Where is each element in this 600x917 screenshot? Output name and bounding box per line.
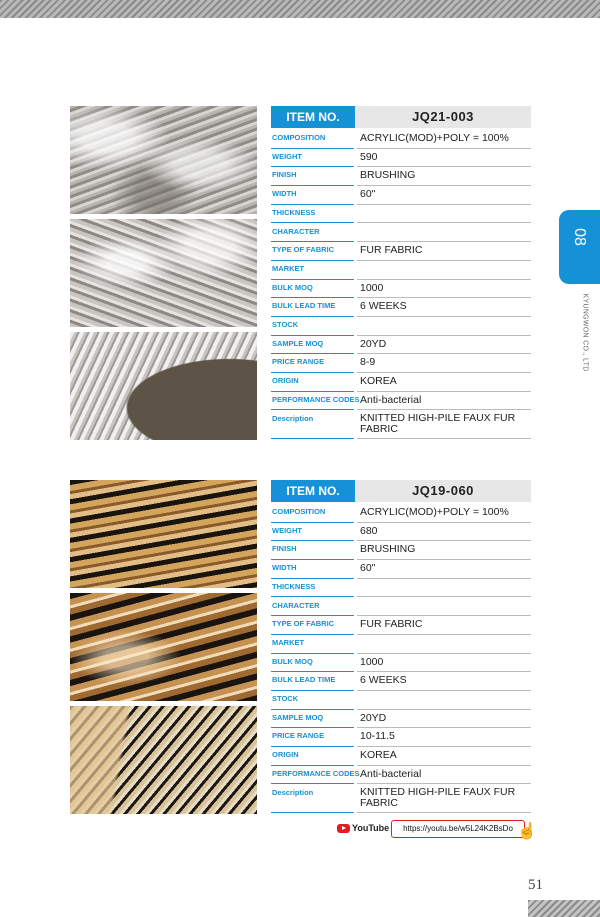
spec-label: COMPOSITION	[272, 507, 326, 516]
chapter-number: 08	[571, 228, 588, 246]
spec-row	[271, 766, 531, 785]
hand-cursor-icon: ☝	[517, 823, 537, 840]
spec-label: MARKET	[272, 637, 305, 647]
spec-value: FUR FABRIC	[360, 244, 423, 257]
youtube-link[interactable]: https://youtu.be/w5L24K2BsDo	[391, 820, 525, 838]
spec-label: BULK MOQ	[272, 282, 313, 292]
spec-label: SAMPLE MOQ	[272, 712, 324, 722]
spec-label: ORIGIN	[272, 376, 299, 386]
spec-row	[271, 242, 531, 261]
youtube-brand: YouTube	[352, 823, 390, 833]
spec-label: PERFORMANCE CODES	[272, 394, 360, 404]
spec-label: TYPE OF FABRIC	[272, 619, 335, 629]
item-no-value: JQ19-060	[355, 480, 531, 502]
spec-label: THICKNESS	[272, 581, 316, 591]
spec-value: 60''	[360, 562, 376, 575]
spec-row	[271, 710, 531, 729]
spec-label: SAMPLE MOQ	[272, 338, 324, 348]
spec-row	[271, 504, 531, 523]
spec-value: Anti-bacterial	[360, 767, 422, 780]
spec-value: KNITTED HIGH-PILE FAUX FUR FABRIC	[360, 785, 516, 809]
spec-row	[271, 672, 531, 691]
spec-row	[271, 654, 531, 673]
company-name: KYUNGWON CO., LTD	[581, 293, 589, 372]
item-no-value: JQ21-003	[355, 106, 531, 128]
spec-row	[271, 560, 531, 579]
spec-label: WEIGHT	[272, 151, 302, 161]
spec-row	[271, 354, 531, 373]
spec-label: WIDTH	[272, 189, 297, 199]
spec-row	[271, 579, 531, 598]
spec-value: 60''	[360, 188, 376, 201]
spec-row	[271, 205, 531, 224]
spec-value: BRUSHING	[360, 169, 416, 182]
spec-row	[271, 336, 531, 355]
spec-label: THICKNESS	[272, 207, 316, 217]
spec-row	[271, 411, 531, 439]
spec-label: PERFORMANCE CODES	[272, 768, 360, 778]
spec-value: BRUSHING	[360, 543, 416, 556]
value-underline	[357, 812, 531, 813]
spec-value: KOREA	[360, 749, 397, 762]
spec-label: FINISH	[272, 544, 297, 554]
page-number: 51	[528, 877, 543, 893]
product-photo	[70, 480, 257, 588]
spec-value: KOREA	[360, 375, 397, 388]
value-underline	[357, 438, 531, 439]
youtube-logo	[337, 823, 389, 833]
spec-label: WEIGHT	[272, 525, 302, 535]
product-photo	[70, 106, 257, 214]
spec-label: Description	[272, 787, 314, 797]
spec-value: ACRYLIC(MOD)+POLY = 100%	[360, 132, 509, 144]
spec-row	[271, 392, 531, 411]
item-no-label: ITEM NO.	[271, 106, 355, 128]
spec-value: Anti-bacterial	[360, 393, 422, 406]
spec-label: BULK LEAD TIME	[272, 675, 336, 685]
spec-value: 20YD	[360, 711, 387, 724]
spec-row	[271, 598, 531, 617]
spec-row	[271, 167, 531, 186]
product-photo	[70, 593, 257, 701]
spec-value: 1000	[360, 655, 384, 668]
label-underline	[271, 812, 354, 813]
spec-row	[271, 317, 531, 336]
spec-row	[271, 616, 531, 635]
product-photo	[70, 332, 257, 440]
spec-row	[271, 541, 531, 560]
spec-row	[271, 747, 531, 766]
spec-row	[271, 130, 531, 149]
spec-row	[271, 728, 531, 747]
spec-label: PRICE RANGE	[272, 731, 325, 741]
spec-label: Description	[272, 413, 314, 423]
spec-value: 8-9	[360, 356, 376, 369]
spec-value: 6 WEEKS	[360, 300, 407, 313]
spec-row	[271, 149, 531, 168]
item-no-label: ITEM NO.	[271, 480, 355, 502]
spec-label: STOCK	[272, 320, 299, 329]
spec-value: ACRYLIC(MOD)+POLY = 100%	[360, 506, 509, 518]
spec-label: MARKET	[272, 263, 305, 273]
spec-value: 10-11.5	[360, 730, 395, 743]
spec-label: CHARACTER	[272, 600, 320, 610]
spec-label: PRICE RANGE	[272, 357, 325, 367]
spec-label: WIDTH	[272, 563, 297, 573]
spec-row	[271, 280, 531, 299]
spec-row	[271, 373, 531, 392]
spec-label: BULK MOQ	[272, 656, 313, 666]
spec-row	[271, 785, 531, 813]
spec-label: CHARACTER	[272, 226, 320, 236]
spec-row	[271, 261, 531, 280]
spec-label: BULK LEAD TIME	[272, 301, 336, 311]
bottom-stripe-bar	[528, 900, 600, 917]
product-photo	[70, 706, 257, 814]
spec-value: 590	[360, 150, 378, 163]
label-underline	[271, 438, 354, 439]
product-photo	[70, 219, 257, 327]
spec-label: STOCK	[272, 694, 299, 703]
spec-label: TYPE OF FABRIC	[272, 245, 335, 255]
youtube-play-icon	[337, 824, 350, 833]
spec-row	[271, 298, 531, 317]
spec-row	[271, 186, 531, 205]
spec-value: 6 WEEKS	[360, 674, 407, 687]
spec-row	[271, 224, 531, 243]
spec-value: 20YD	[360, 337, 387, 350]
top-stripe-bar	[0, 0, 600, 18]
spec-label: FINISH	[272, 170, 297, 180]
spec-row	[271, 635, 531, 654]
spec-value: FUR FABRIC	[360, 618, 423, 631]
spec-row	[271, 523, 531, 542]
spec-label: ORIGIN	[272, 750, 299, 760]
spec-row	[271, 691, 531, 710]
spec-value: KNITTED HIGH-PILE FAUX FUR FABRIC	[360, 411, 516, 435]
spec-label: COMPOSITION	[272, 133, 326, 142]
spec-value: 1000	[360, 281, 384, 294]
spec-value: 680	[360, 524, 378, 537]
